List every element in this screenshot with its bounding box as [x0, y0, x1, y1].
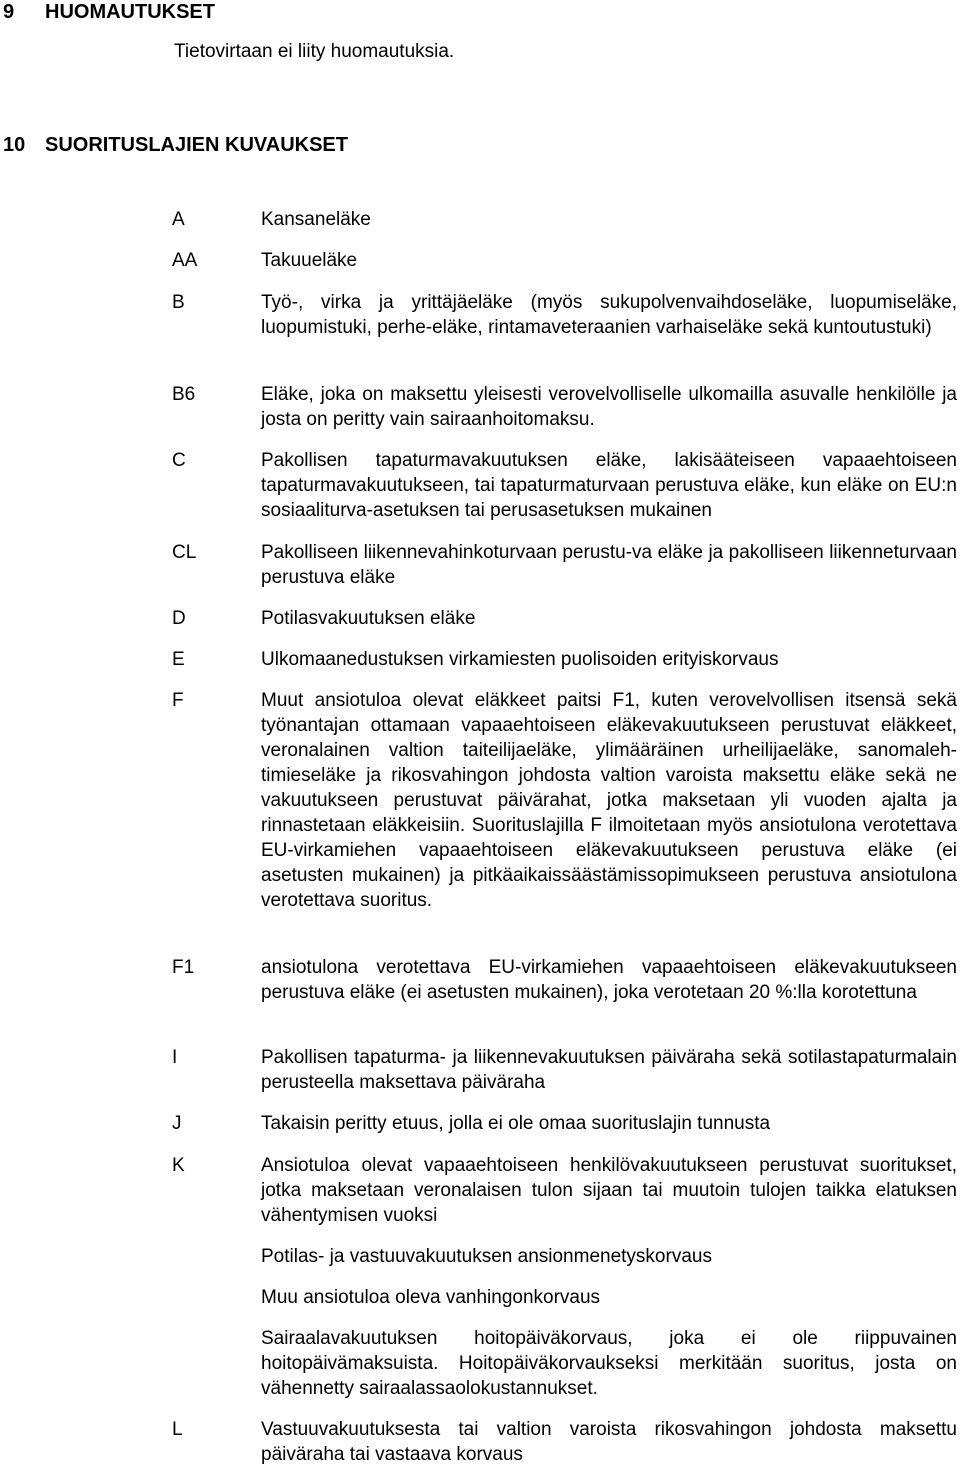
entry-description: Takuueläke — [261, 250, 358, 271]
entry-code: B — [172, 292, 185, 313]
section-number: 10 — [3, 134, 26, 156]
section-heading-9 — [3, 0, 215, 24]
entry-description: Eläke, joka on maksettu yleisesti verovelvolliselle ulkomailla asuvalle henkilölle ja josta on peritty vain sairaanhoitomaksu. — [261, 384, 957, 430]
notes-text: Tietovirtaan ei liity huomautuksia. — [174, 41, 455, 62]
entry-code: J — [172, 1113, 182, 1134]
section-title: SUORITUSLAJIEN KUVAUKSET — [45, 134, 348, 156]
entry-description: Työ-, virka ja yrittäjäeläke (myös sukupolvenvaihdoseläke, luopumiseläke, luopumistuki, perhe-eläke, rintamaveteraanien varhaiseläke sekä kuntoutustuki) — [261, 292, 957, 338]
entry-description: Muu ansiotuloa oleva vanhingonkorvaus — [261, 1287, 601, 1308]
entry-code: A — [172, 209, 185, 230]
entry-description: Ulkomaanedustuksen virkamiesten puolisoiden erityiskorvaus — [261, 649, 779, 670]
section-number: 9 — [3, 1, 15, 23]
entry-description: Sairaalavakuutuksen hoitopäiväkorvaus, joka ei ole riippuvainen hoitopäivämaksuista. Hoitopäiväkorvaukseksi merkitään suoritus, josta on vähennetty sairaalassaolokustannukset. — [261, 1328, 957, 1399]
entry-description: Pakolliseen liikennevahinkoturvaan perustu-va eläke ja pakolliseen liikenneturvaan perustuva eläke — [261, 542, 957, 588]
entry-code: B6 — [172, 384, 196, 405]
entry-code: AA — [172, 250, 198, 271]
entry-description: Potilasvakuutuksen eläke — [261, 608, 476, 629]
entry-code: C — [172, 450, 186, 471]
entry-description: Pakollisen tapaturmavakuutuksen eläke, lakisääteiseen vapaaehtoiseen tapaturmavakuutukseen, tai tapaturmaturvaan perustuva eläke, kun eläke on EU:n sosiaaliturva-asetuksen tai perusasetuksen mukainen — [261, 450, 957, 521]
entry-code: K — [172, 1155, 185, 1176]
entry-description: Vastuuvakuutuksesta tai valtion varoista rikosvahingon johdosta maksettu päiväraha tai vastaava korvaus — [261, 1419, 957, 1465]
entry-description: Pakollisen tapaturma- ja liikennevakuutuksen päiväraha sekä sotilastapaturmalain perusteella maksettava päiväraha — [261, 1047, 957, 1093]
entry-code: CL — [172, 542, 197, 563]
entry-description: Potilas- ja vastuuvakuutuksen ansionmenetyskorvaus — [261, 1246, 712, 1267]
entry-description: Ansiotuloa olevat vapaaehtoiseen henkilövakuutukseen perustuvat suoritukset, jotka maksetaan veronalaisen tulon sijaan tai muutoin tulojen taikka elatuksen vähentymisen vuoksi — [261, 1155, 957, 1226]
entry-code: F — [172, 690, 184, 711]
entry-description: Muut ansiotuloa olevat eläkkeet paitsi F1, kuten verovelvollisen itsensä sekä työnantajan ottamaan vapaaehtoiseen eläkevakuutukseen perustuvat eläkkeet, veronalainen valtion taiteilijaeläke, ylimääräinen urheilijaeläke, sanomaleh-timieseläke ja rikosvahingon johdosta valtion varoista maksettu eläke sekä ne vakuutukseen perustuvat päivärahat, jotka maksetaan yli vuoden ajalta ja rinnastetaan eläkkeisiin. Suorituslajilla F ilmoitetaan myös ansiotulona verotettava EU-virkamiehen vapaaehtoiseen eläkevakuutukseen perustuva eläke (ei asetusten mukainen) ja pitkäaikaissäästämissopimukseen perustuva ansiotulona verotettava suoritus. — [261, 690, 957, 911]
entry-description: ansiotulona verotettava EU-virkamiehen vapaaehtoiseen eläkevakuutukseen perustuva eläke (ei asetusten mukainen), joka verotetaan 20 %:lla korotettuna — [261, 957, 957, 1003]
entry-code: I — [172, 1047, 178, 1068]
entry-description: Kansaneläke — [261, 209, 371, 230]
section-title: HUOMAUTUKSET — [45, 1, 215, 23]
entry-code: E — [172, 649, 185, 670]
entry-code: L — [172, 1419, 183, 1440]
entry-code: D — [172, 608, 186, 629]
section-heading-10 — [3, 133, 348, 157]
entry-description: Takaisin peritty etuus, jolla ei ole omaa suorituslajin tunnusta — [261, 1113, 771, 1134]
entry-code: F1 — [172, 957, 195, 978]
